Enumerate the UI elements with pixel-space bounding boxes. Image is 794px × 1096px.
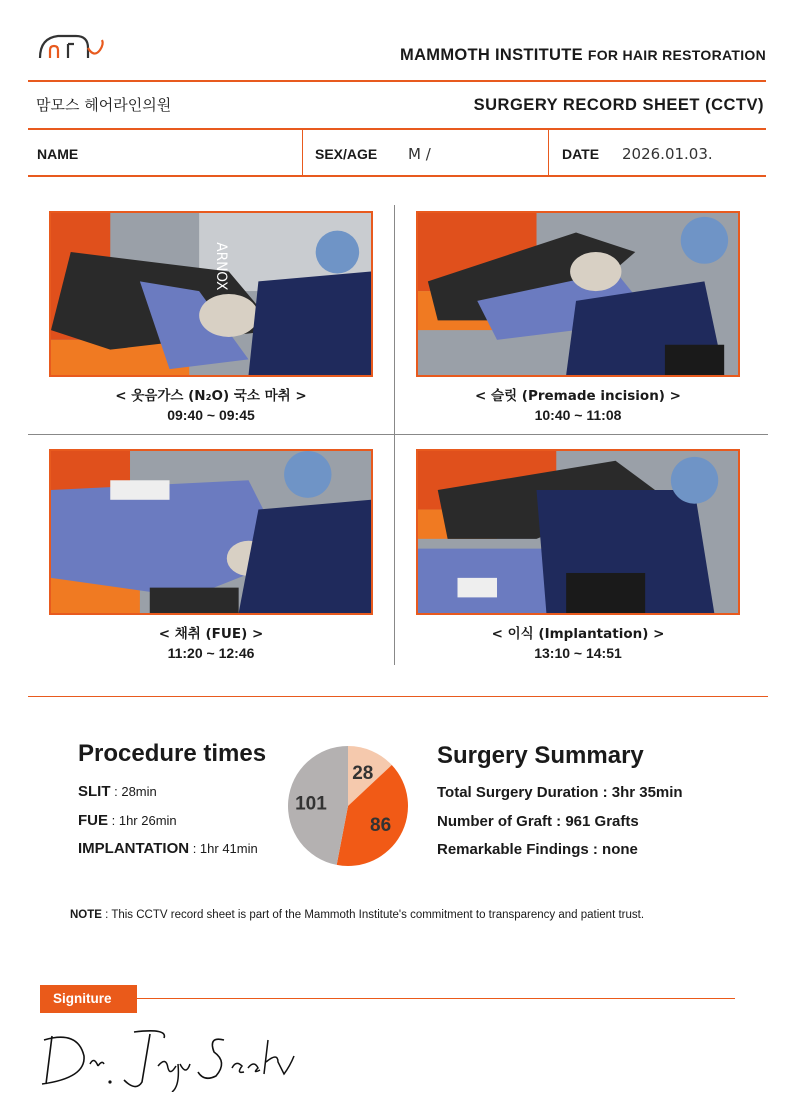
field-separator <box>548 130 549 176</box>
step-caption <box>49 625 373 663</box>
procedure-title: Procedure times <box>78 740 267 767</box>
date-value: 2026.01.03. <box>622 145 713 163</box>
step-caption <box>49 387 373 425</box>
signature-tag: Signiture <box>40 985 137 1013</box>
step-label: < 채취 (FUE) > <box>158 626 264 642</box>
step-label: < 슬릿 (Premade incision) > <box>475 388 681 404</box>
procedure-row-implantation <box>78 840 258 857</box>
step-time: 09:40 ~ 09:45 <box>167 407 255 423</box>
grid-divider-vertical <box>394 205 395 665</box>
clinic-korean-name: 맘모스 헤어라인의원 <box>36 96 172 114</box>
field-separator <box>302 130 303 176</box>
procedure-value: : 28min <box>110 784 157 799</box>
grid-divider-horizontal <box>28 434 768 435</box>
section-divider <box>28 696 768 697</box>
cctv-photo-slit <box>416 211 740 377</box>
mammoth-logo-icon <box>36 28 108 64</box>
note-prefix: NOTE <box>70 909 102 921</box>
procedure-value: : 1hr 41min <box>189 841 258 856</box>
note <box>70 909 644 921</box>
cctv-photo-fue <box>49 449 373 615</box>
step-time: 13:10 ~ 14:51 <box>534 645 622 661</box>
procedure-label: IMPLANTATION <box>78 840 190 857</box>
institute-main: MAMMOTH INSTITUTE <box>400 46 583 64</box>
sheet-title: SURGERY RECORD SHEET (CCTV) <box>473 96 764 114</box>
step-time: 11:20 ~ 12:46 <box>167 645 255 661</box>
summary-title: Surgery Summary <box>437 742 644 769</box>
signature-line <box>137 998 735 999</box>
divider <box>28 128 766 130</box>
step-caption <box>416 625 740 663</box>
institute-title <box>400 46 766 65</box>
sexage-label: SEX/AGE <box>315 146 378 162</box>
pie-data-label: 101 <box>295 793 327 815</box>
date-label: DATE <box>562 146 600 162</box>
procedure-row-fue <box>78 812 177 829</box>
step-time: 10:40 ~ 11:08 <box>534 407 622 423</box>
pie-data-label: 86 <box>370 814 392 836</box>
summary-grafts: Number of Graft : 961 Grafts <box>437 813 639 830</box>
step-label: < 이식 (Implantation) > <box>491 626 665 642</box>
handwritten-signature <box>38 1026 298 1092</box>
note-text: : This CCTV record sheet is part of the Mammoth Institute's commitment to transparency and patient trust. <box>101 909 645 921</box>
step-caption <box>416 387 740 425</box>
procedure-label: SLIT <box>78 783 111 800</box>
pie-data-label: 28 <box>352 762 374 784</box>
sexage-value: M / <box>408 145 431 163</box>
procedure-label: FUE <box>78 812 108 829</box>
svg-text:ARNOX: ARNOX <box>212 242 229 291</box>
cctv-photo-implantation <box>416 449 740 615</box>
summary-duration: Total Surgery Duration : 3hr 35min <box>437 784 683 801</box>
divider <box>28 80 766 82</box>
step-label: < 웃음가스 (N₂O) 국소 마취 > <box>115 388 307 404</box>
divider <box>28 175 766 177</box>
summary-findings: Remarkable Findings : none <box>437 841 638 858</box>
procedure-value: : 1hr 26min <box>108 813 177 828</box>
institute-sub: FOR HAIR RESTORATION <box>587 47 766 63</box>
procedure-row-slit <box>78 783 157 800</box>
cctv-photo-anesthesia <box>49 211 373 377</box>
procedure-pie-chart <box>284 742 412 870</box>
name-label: NAME <box>37 146 79 162</box>
